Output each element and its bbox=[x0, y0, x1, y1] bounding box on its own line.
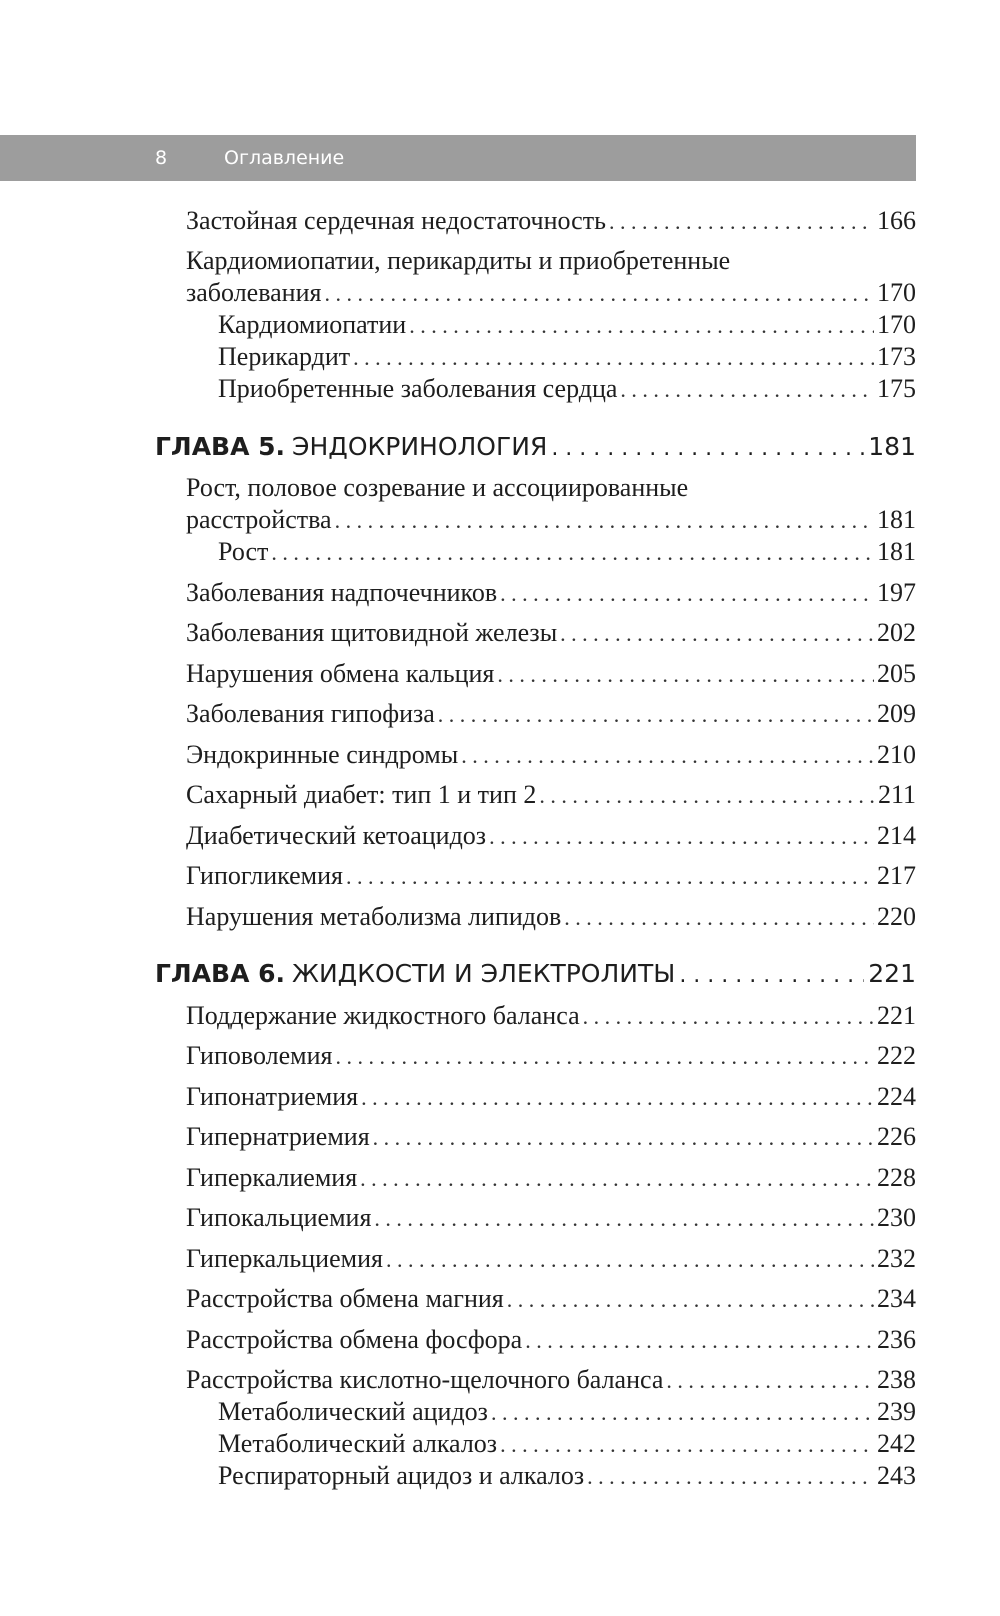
chapter-title: ЭНДОКРИНОЛОГИЯ bbox=[292, 432, 548, 461]
toc-entry-page: 209 bbox=[877, 699, 916, 728]
toc-entry-line1: Рост, половое созревание и ассоциированные bbox=[186, 473, 689, 502]
toc-entry-page: 170 bbox=[877, 278, 916, 307]
toc-entry-page: 181 bbox=[877, 537, 916, 566]
header-title: Оглавление bbox=[224, 147, 345, 169]
toc-entry-page: 238 bbox=[877, 1365, 916, 1394]
toc-entry-title: Гиповолемия bbox=[186, 1041, 333, 1070]
leader-dots bbox=[500, 1429, 874, 1461]
toc-entry-page: 202 bbox=[877, 618, 916, 647]
toc-entry-title: Метаболический алкалоз bbox=[218, 1429, 498, 1458]
leader-dots bbox=[539, 780, 875, 812]
toc-subentry bbox=[218, 1428, 916, 1460]
toc-entry-page: 211 bbox=[877, 780, 916, 809]
toc-subentry bbox=[218, 536, 916, 568]
toc-entry bbox=[186, 860, 916, 892]
toc-entry-title: Нарушения метаболизма липидов bbox=[186, 902, 562, 931]
leader-dots bbox=[360, 1163, 874, 1195]
toc-entry-title: Поддержание жидкостного баланса bbox=[186, 1001, 580, 1030]
toc-subentry bbox=[218, 309, 916, 341]
leader-dots bbox=[409, 310, 874, 342]
toc-entry bbox=[186, 820, 916, 852]
toc-entry bbox=[186, 504, 916, 536]
toc-entry-title: Эндокринные синдромы bbox=[186, 740, 459, 769]
toc-entry bbox=[186, 1283, 916, 1315]
toc-subentry bbox=[218, 1460, 916, 1492]
toc-entry-page: 173 bbox=[877, 342, 916, 371]
toc-entry-page: 205 bbox=[877, 659, 916, 688]
toc-entry-title: Сахарный диабет: тип 1 и тип 2 bbox=[186, 780, 537, 809]
toc-entry-title: расстройства bbox=[186, 505, 332, 534]
toc-entry bbox=[186, 698, 916, 730]
chapter-heading-5 bbox=[155, 430, 916, 464]
toc-entry-title: Заболевания гипофиза bbox=[186, 699, 435, 728]
toc-entry bbox=[186, 658, 916, 690]
leader-dots bbox=[666, 1365, 874, 1397]
toc-entry-page: 175 bbox=[877, 374, 916, 403]
leader-dots bbox=[271, 537, 874, 569]
toc-entry bbox=[186, 779, 916, 811]
leader-dots bbox=[500, 578, 874, 610]
toc-entry-title: Приобретенные заболевания сердца bbox=[218, 374, 618, 403]
toc-entry-page: 230 bbox=[877, 1203, 916, 1232]
toc-entry bbox=[186, 617, 916, 649]
toc-entry-page: 210 bbox=[877, 740, 916, 769]
leader-dots bbox=[386, 1244, 874, 1276]
toc-entry-title: Гиперкальциемия bbox=[186, 1244, 383, 1273]
toc-subentry bbox=[218, 373, 916, 405]
chapter-page: 181 bbox=[868, 432, 916, 461]
chapter-label: ГЛАВА 6. bbox=[155, 959, 286, 988]
leader-dots bbox=[335, 505, 874, 537]
toc-entry bbox=[186, 277, 916, 309]
toc-entry-title: Расстройства обмена магния bbox=[186, 1284, 504, 1313]
toc-entry-title: заболевания bbox=[186, 278, 322, 307]
toc-entry bbox=[186, 1040, 916, 1072]
toc-entry-title: Гипернатриемия bbox=[186, 1122, 370, 1151]
leader-dots bbox=[461, 740, 874, 772]
leader-dots bbox=[438, 699, 874, 731]
toc-entry-page: 224 bbox=[877, 1082, 916, 1111]
toc-entry-title: Расстройства кислотно-щелочного баланса bbox=[186, 1365, 664, 1394]
leader-dots bbox=[551, 432, 864, 466]
leader-dots bbox=[564, 902, 874, 934]
toc-entry bbox=[186, 1081, 916, 1113]
leader-dots bbox=[491, 1397, 874, 1429]
toc-entry-title: Застойная сердечная недостаточность bbox=[186, 206, 606, 235]
toc-entry-title: Гиперкалиемия bbox=[186, 1163, 358, 1192]
toc-subentry bbox=[218, 1396, 916, 1428]
toc-entry-title: Гипонатриемия bbox=[186, 1082, 359, 1111]
running-header bbox=[0, 135, 916, 181]
leader-dots bbox=[335, 1041, 874, 1073]
leader-dots bbox=[324, 278, 874, 310]
leader-dots bbox=[525, 1325, 874, 1357]
toc-entry bbox=[186, 1324, 916, 1356]
toc-entry-page: 222 bbox=[877, 1041, 916, 1070]
toc-entry-title: Респираторный ацидоз и алкалоз bbox=[218, 1461, 585, 1490]
chapter-page: 221 bbox=[868, 959, 916, 988]
toc-entry bbox=[186, 1000, 916, 1032]
toc-entry-page: 166 bbox=[877, 206, 916, 235]
leader-dots bbox=[507, 1284, 874, 1316]
toc-entry-title: Рост bbox=[218, 537, 269, 566]
toc-entry-title: Диабетический кетоацидоз bbox=[186, 821, 487, 850]
toc-entry-title: Гипогликемия bbox=[186, 861, 343, 890]
leader-dots bbox=[353, 342, 874, 374]
toc-entry-page: 232 bbox=[877, 1244, 916, 1273]
toc-entry-title: Расстройства обмена фосфора bbox=[186, 1325, 523, 1354]
toc-entry bbox=[186, 577, 916, 609]
toc-entry bbox=[186, 901, 916, 933]
chapter-title: ЖИДКОСТИ И ЭЛЕКТРОЛИТЫ bbox=[292, 959, 676, 988]
chapter-heading-6 bbox=[155, 957, 916, 991]
toc-entry bbox=[186, 1121, 916, 1153]
toc-entry-title: Кардиомиопатии bbox=[218, 310, 407, 339]
toc-entry-page: 217 bbox=[877, 861, 916, 890]
leader-dots bbox=[620, 374, 874, 406]
toc-entry bbox=[186, 1364, 916, 1396]
leader-dots bbox=[361, 1082, 874, 1114]
toc-entry-page: 226 bbox=[877, 1122, 916, 1151]
toc-entry-page: 214 bbox=[877, 821, 916, 850]
toc-entry-page: 242 bbox=[877, 1429, 916, 1458]
leader-dots bbox=[373, 1122, 874, 1154]
toc-entry-title: Заболевания щитовидной железы bbox=[186, 618, 558, 647]
toc-entry-title: Перикардит bbox=[218, 342, 351, 371]
toc-entry-page: 181 bbox=[877, 505, 916, 534]
toc-entry-page: 221 bbox=[877, 1001, 916, 1030]
leader-dots bbox=[489, 821, 874, 853]
toc-entry bbox=[186, 1202, 916, 1234]
toc-entry-page: 239 bbox=[877, 1397, 916, 1426]
leader-dots bbox=[497, 659, 874, 691]
toc-entry-page: 170 bbox=[877, 310, 916, 339]
leader-dots bbox=[560, 618, 874, 650]
toc-entry-title: Гипокальциемия bbox=[186, 1203, 372, 1232]
toc-entry-title: Нарушения обмена кальция bbox=[186, 659, 495, 688]
toc-entry bbox=[186, 205, 916, 237]
toc-entry-title: Метаболический ацидоз bbox=[218, 1397, 488, 1426]
toc-entry-page: 243 bbox=[877, 1461, 916, 1490]
page-number: 8 bbox=[155, 147, 168, 169]
chapter-label: ГЛАВА 5. bbox=[155, 432, 286, 461]
toc-entry-page: 220 bbox=[877, 902, 916, 931]
toc-entry-title: Заболевания надпочечников bbox=[186, 578, 498, 607]
toc-entry-page: 228 bbox=[877, 1163, 916, 1192]
toc-entry-line1: Кардиомиопатии, перикардиты и приобретенные bbox=[186, 246, 731, 275]
toc-entry-page: 236 bbox=[877, 1325, 916, 1354]
leader-dots bbox=[609, 206, 874, 238]
leader-dots bbox=[583, 1001, 874, 1033]
toc-entry-page: 234 bbox=[877, 1284, 916, 1313]
toc-entry bbox=[186, 739, 916, 771]
toc-entry-page: 197 bbox=[877, 578, 916, 607]
toc-entry bbox=[186, 1243, 916, 1275]
toc-subentry bbox=[218, 341, 916, 373]
leader-dots bbox=[374, 1203, 874, 1235]
leader-dots bbox=[587, 1461, 874, 1493]
leader-dots bbox=[679, 959, 864, 993]
toc-entry bbox=[186, 1162, 916, 1194]
leader-dots bbox=[346, 861, 874, 893]
